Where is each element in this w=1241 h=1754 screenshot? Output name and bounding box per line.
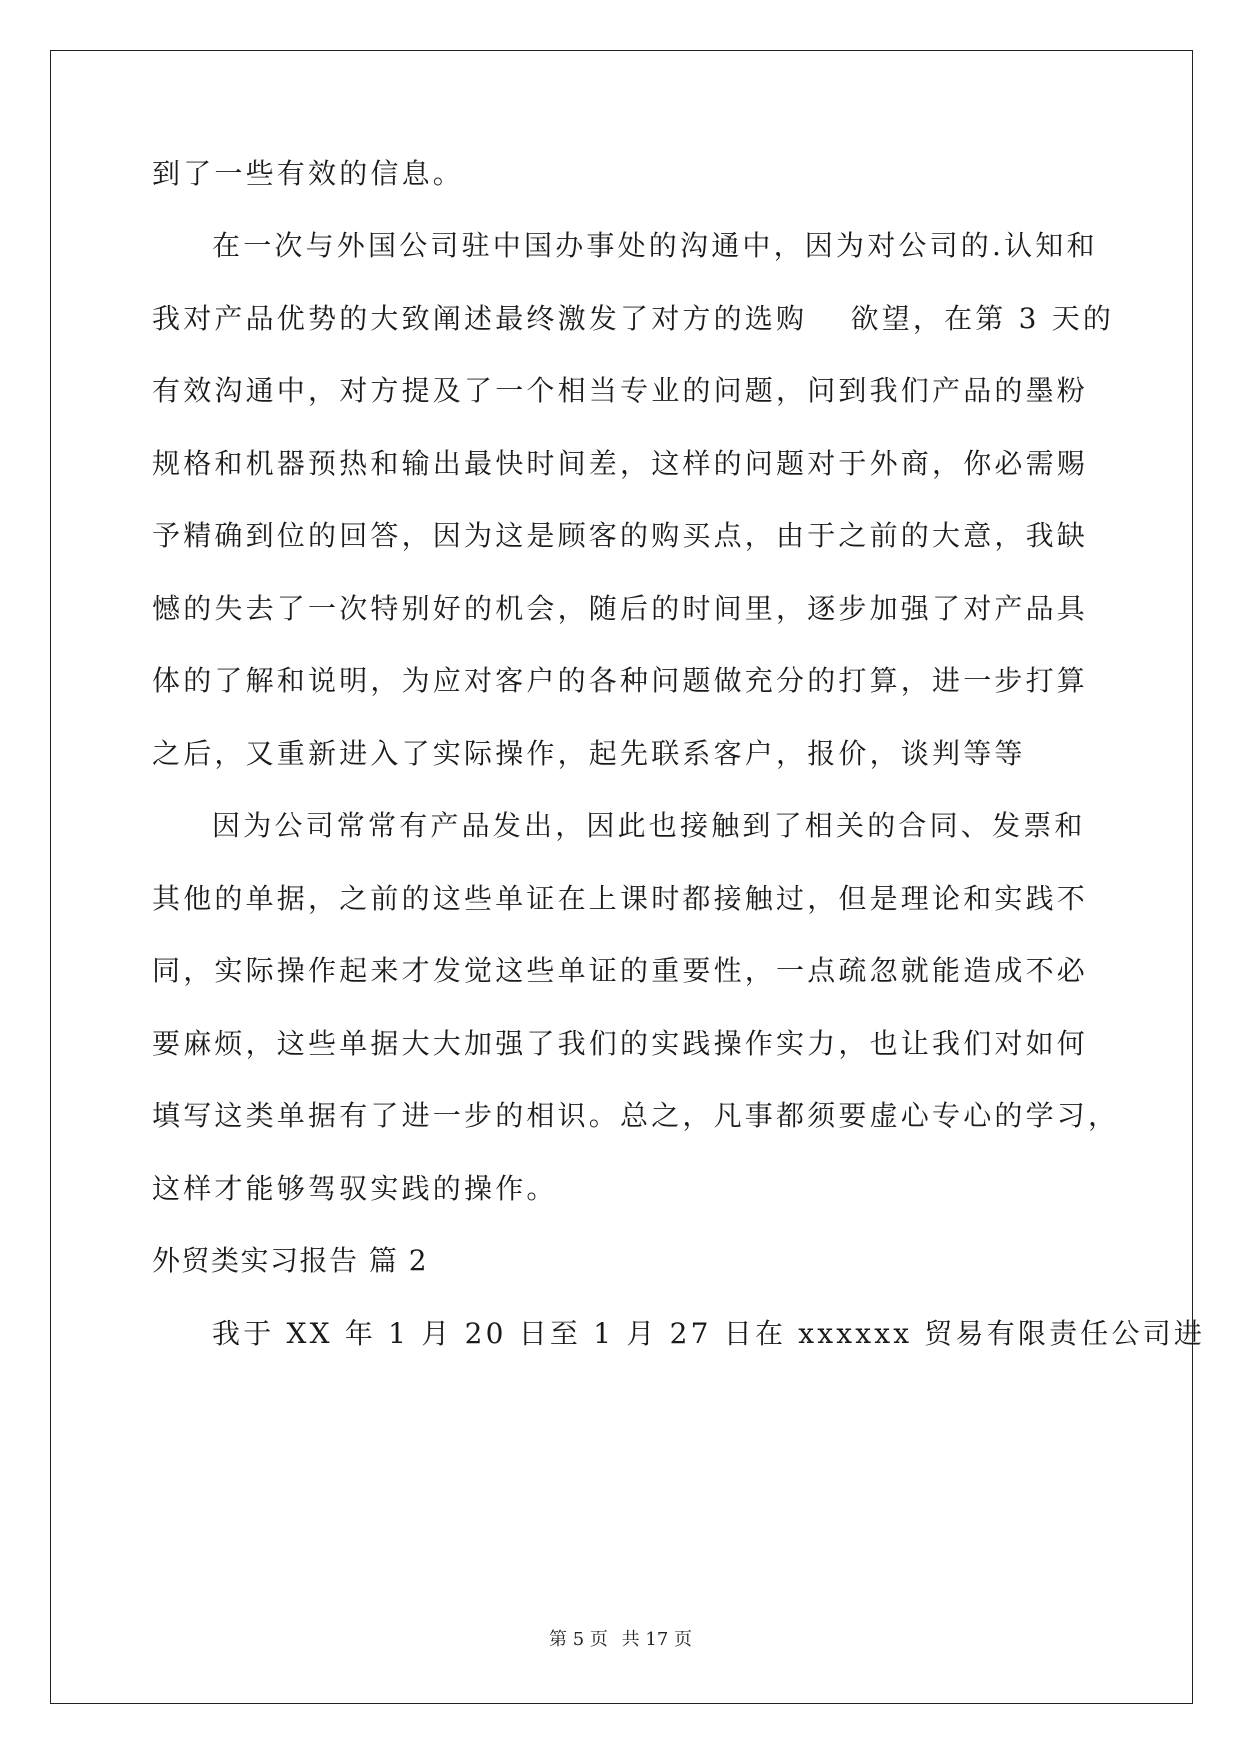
text-line: 之后，又重新进入了实际操作，起先联系客户，报价，谈判等等	[152, 737, 1026, 770]
text-line: 有效沟通中，对方提及了一个相当专业的问题，问到我们产品的墨粉	[152, 374, 1089, 407]
text-line: 同，实际操作起来才发觉这些单证的重要性，一点疏忽就能造成不必	[152, 954, 1089, 987]
page-footer	[0, 1629, 1241, 1651]
text-line: 我于 XX 年 1 月 20 日至 1 月 27 日在 xxxxxx 贸易有限责任公司进	[212, 1317, 1206, 1350]
text-line: 我对产品优势的大致阐述最终激发了对方的选购 欲望，在第 3 天的	[152, 302, 1115, 335]
text-line: 这样才能够驾驭实践的操作。	[152, 1172, 558, 1205]
text-line: 填写这类单据有了进一步的相识。总之，凡事都须要虚心专心的学习，	[152, 1099, 1120, 1132]
page-number: 第 5 页	[549, 1629, 608, 1650]
text-line: 规格和机器预热和输出最快时间差，这样的问题对于外商，你必需赐	[152, 447, 1089, 480]
text-line: 体的了解和说明，为应对客户的各种问题做充分的打算，进一步打算	[152, 664, 1089, 697]
section-heading: 外贸类实习报告 篇 2	[152, 1244, 429, 1277]
text-line: 要麻烦，这些单据大大加强了我们的实践操作实力，也让我们对如何	[152, 1027, 1089, 1060]
page-total: 共 17 页	[621, 1629, 692, 1650]
text-line: 予精确到位的回答，因为这是顾客的购买点，由于之前的大意，我缺	[152, 519, 1089, 552]
text-line: 憾的失去了一次特别好的机会，随后的时间里，逐步加强了对产品具	[152, 592, 1089, 625]
text-line: 因为公司常常有产品发出，因此也接触到了相关的合同、发票和	[212, 809, 1086, 842]
text-line: 其他的单据，之前的这些单证在上课时都接触过，但是理论和实践不	[152, 882, 1089, 915]
page-border	[50, 50, 1193, 1704]
text-line: 在一次与外国公司驻中国办事处的沟通中，因为对公司的.认知和	[212, 229, 1098, 262]
text-line: 到了一些有效的信息。	[152, 157, 465, 190]
